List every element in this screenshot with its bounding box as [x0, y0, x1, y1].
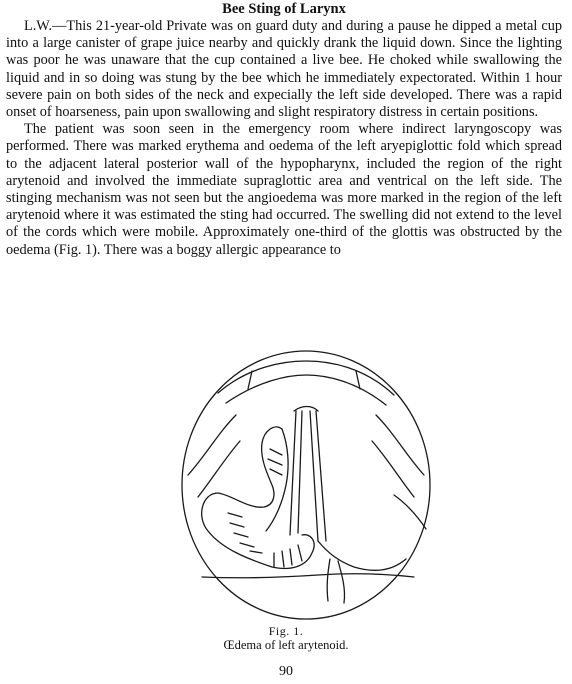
epiglottis-outer [218, 361, 394, 395]
paragraph-case-history: L.W.—This 21-year-old Private was on guard duty and during a pause he dipped a metal cup into a large canister of grape juice nearby and quickly drank the liquid down. Since the lighting was poor he was unaware that the cup contained a live bee. He choked while swallowing the liquid and in so doing was stung by the bee which he immediately expectorated. Within 1 hour severe pain on both sides of the neck and expecially the left side developed. There was a rapid onset of hoarseness, pain upon swallowing and slight respiratory distress in certain positions. [6, 18, 562, 121]
right-vocal-cord [310, 411, 318, 541]
posterior-wall [202, 574, 414, 578]
arytenoid-swelling [202, 427, 314, 569]
figure-caption: Œdema of left arytenoid. [223, 638, 349, 652]
article-title: Bee Sting of Larynx [222, 1, 346, 17]
laryngoscopy-figure [178, 345, 434, 621]
paragraph-laryngoscopy: The patient was soon seen in the emergency room where indirect laryngoscopy was performed. There was marked erythema and oedema of the left aryepiglottic fold which spread to the adjacent lateral posterior wall of the hypopharynx, included the region of the right arytenoid and involved the immediate supraglottic area and ventrical on the left side. The stinging mechanism was not seen but the angioedema was more marked in the region of the left arytenoid where it was estimated the sting had occurred. The swelling did not extend to the level of the cords which were mobile. Approximately one-third of the glottis was obstructed by the oedema (Fig. 1). There was a boggy allergic appearance to [6, 121, 562, 258]
left-vocal-cord [290, 411, 296, 535]
page-number: 90 [279, 664, 293, 679]
figure-label: Fig. 1. [268, 624, 304, 638]
article [6, 0, 562, 259]
